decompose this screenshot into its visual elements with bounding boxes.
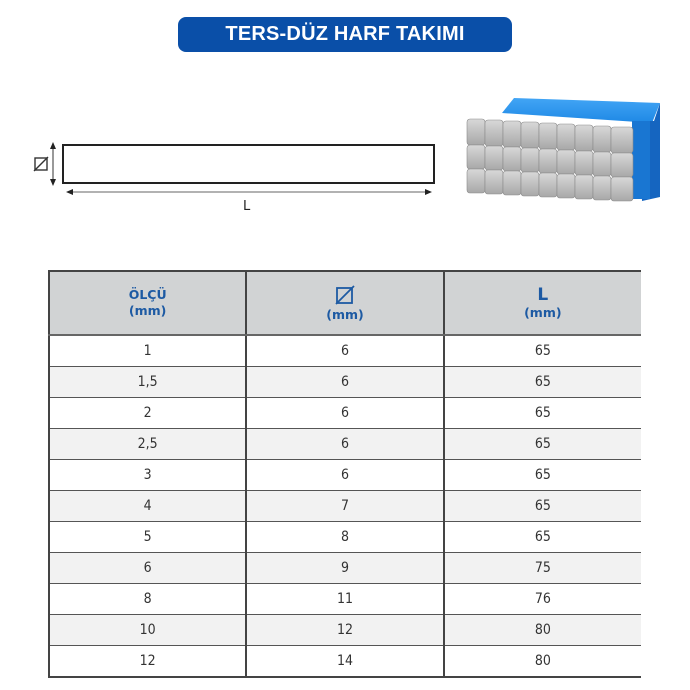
table-row [49, 522, 641, 553]
cell-length: 65 [444, 429, 641, 460]
bar-dimension-drawing [0, 0, 460, 230]
table-row [49, 491, 641, 522]
cell-olcu: 3 [49, 460, 246, 491]
square-diameter-icon [247, 284, 442, 306]
header-square [246, 271, 443, 335]
cell-length: 76 [444, 584, 641, 615]
table-row [49, 398, 641, 429]
cell-olcu: 1 [49, 335, 246, 367]
cell-length: 65 [444, 491, 641, 522]
table-row [49, 646, 641, 678]
header-square-unit: (mm) [326, 306, 364, 322]
cell-square: 6 [246, 460, 443, 491]
page-title: TERS-DÜZ HARF TAKIMI [178, 17, 512, 52]
header-length-label: L [537, 284, 549, 305]
cell-square: 6 [246, 367, 443, 398]
table-row [49, 584, 641, 615]
cell-square: 9 [246, 553, 443, 584]
dimension-diagram [0, 0, 460, 230]
cell-length: 80 [444, 615, 641, 646]
cell-olcu: 5 [49, 522, 246, 553]
table-row [49, 553, 641, 584]
header-olcu-unit: (mm) [128, 303, 167, 318]
letter-punch-set-image [462, 95, 662, 205]
cell-length: 65 [444, 335, 641, 367]
cell-olcu: 2 [49, 398, 246, 429]
cell-olcu: 6 [49, 553, 246, 584]
cell-square: 8 [246, 522, 443, 553]
square-diameter-icon [34, 157, 48, 171]
table-row [49, 460, 641, 491]
cell-olcu: 4 [49, 491, 246, 522]
cell-olcu: 1,5 [49, 367, 246, 398]
cell-square: 14 [246, 646, 443, 678]
cell-square: 11 [246, 584, 443, 615]
header-olcu-label: ÖLÇÜ [128, 287, 167, 302]
cell-length: 65 [444, 367, 641, 398]
header-length [444, 271, 641, 335]
cell-square: 7 [246, 491, 443, 522]
cell-square: 6 [246, 429, 443, 460]
length-label: L [243, 199, 251, 214]
cell-olcu: 12 [49, 646, 246, 678]
table-row [49, 367, 641, 398]
table-header-row [49, 271, 641, 335]
header-olcu [49, 271, 246, 335]
cell-olcu: 10 [49, 615, 246, 646]
cell-length: 65 [444, 398, 641, 429]
cell-length: 65 [444, 460, 641, 491]
cell-olcu: 8 [49, 584, 246, 615]
table-row [49, 429, 641, 460]
header-length-unit: (mm) [524, 304, 562, 320]
table-row [49, 335, 641, 367]
cell-length: 65 [444, 522, 641, 553]
cell-square: 6 [246, 335, 443, 367]
cell-length: 80 [444, 646, 641, 678]
spec-table [48, 270, 641, 678]
cell-square: 12 [246, 615, 443, 646]
cell-square: 6 [246, 398, 443, 429]
table-row [49, 615, 641, 646]
cell-length: 75 [444, 553, 641, 584]
cell-olcu: 2,5 [49, 429, 246, 460]
